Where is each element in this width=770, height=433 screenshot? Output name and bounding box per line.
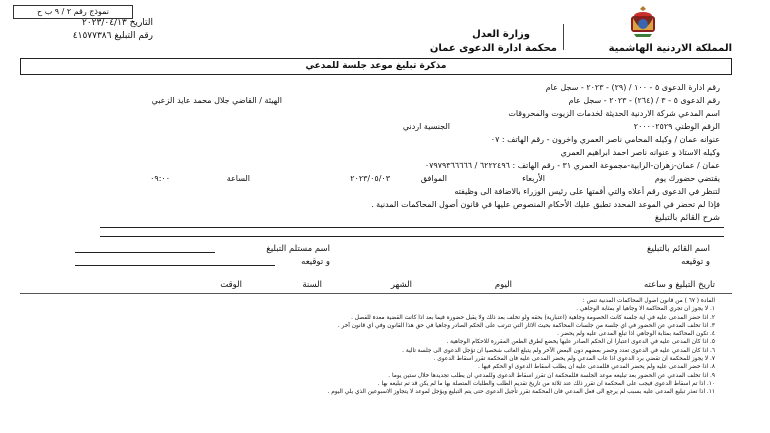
law-article-line: ١٠. اذا تم اسقاط الدعوى فيجب على المحكمة ان تقرر ذلك عند ثلاثة من تاريخ تقديم الطلب والطلبات المتصلة بها ما لم يكن قد تم تبليغه بها . bbox=[377, 380, 715, 387]
case-management-number: رقم ادارة الدعوى ٥ - ١٠٠ / (٢٩) - ٢٠٢٣ - سجل عام bbox=[545, 83, 720, 92]
court-name: محكمة ادارة الدعوى عمان bbox=[429, 43, 557, 54]
notifier-sign-label: و توقيعه bbox=[681, 257, 710, 267]
recipient-sign-label: و توقيعه bbox=[301, 257, 330, 267]
notice-line-2: فإذا لم تحضر في الموعد المحدد تطبق عليك الأحكام المنصوص عليها في قانون أصول المحاكمات المدنية . bbox=[371, 200, 720, 209]
national-number: الرقم الوطني ٢٠٠٠٠٢٥٢٩ bbox=[633, 122, 720, 131]
notice-line-1: لتنظر في الدعوى رقم أعلاه والتي أقمتها على رئيس الوزراء بالاضافة الى وظيفته bbox=[454, 187, 720, 196]
hearing-date-label: الموافق bbox=[420, 174, 447, 183]
recipient-name-label: اسم مستلم التبليغ bbox=[266, 244, 330, 254]
month-label: الشهر bbox=[390, 280, 412, 290]
header-date: التاريخ ٢٠٢٣/٠٤/١٣ bbox=[82, 18, 153, 28]
law-article-block bbox=[50, 297, 715, 397]
law-article-heading: المادة ( ٦٧ ) من قانون اصول المحاكمات المدنية تنص : bbox=[582, 298, 715, 304]
law-article-line: ١. لا يجوز ان تجري المحاكمة الا وجاهيا او بمثابة الوجاهي . bbox=[576, 306, 715, 313]
year-label: السنة bbox=[302, 280, 322, 290]
notifier-explanation-label: شرح القائم بالتبليغ bbox=[654, 213, 720, 223]
case-number: رقم الدعوى ٥ - ٣ / (٢٦٤) - ٢٠٢٣ - سجل عام bbox=[568, 96, 720, 105]
plaintiff-address: عنوانه عمان / وكيله المحامي ناصر العمري واخرون - رقم الهاتف : ٠٧ bbox=[490, 135, 720, 144]
day-label: اليوم bbox=[494, 280, 512, 290]
law-article-line: ٢. اذا حضر المدعى عليه في اية جلسة كانت الخصومة وجاهية (اعتبارية) بحقه ولو تخلف بعد ذلك ولا يقبل حضوره فيما بعد اذا كانت القضية معدة للفصل . bbox=[351, 314, 715, 321]
recipient-sign-line bbox=[75, 265, 275, 266]
hearing-time-label: الساعة bbox=[226, 174, 250, 183]
header-divider bbox=[563, 24, 564, 50]
lawyer-name: وكيله الاستاذ و عنوانه ناصر احمد ابراهيم العمري bbox=[560, 148, 720, 157]
kingdom-name: المملكة الاردنية الهاشمية bbox=[608, 43, 732, 54]
law-article-line: ٧. لا يجوز للمحكمة ان تقضي برد الدعوى اذا غاب المدعي ولم يحضر المدعى عليه فان المحكمة تقرر اسقاط الدعوى . bbox=[433, 356, 715, 363]
law-article-line: ٩. اذا تخلف المدعي عن الحضور بعد تبليغه موعد الجلسة فللمحكمة ان تقرر اسقاط الدعوى وللمدعي ان يطلب تجديدها خلال ستين يوما . bbox=[388, 372, 715, 379]
form-number: نموذج رقم ٢ / ٩ ب ح bbox=[13, 5, 133, 19]
notification-number: رقم التبليغ ٤١٥٧٧٣٨٦ bbox=[72, 31, 153, 41]
hearing-day-label: يقتضي حضورك يوم bbox=[654, 174, 720, 183]
time-label: الوقت bbox=[220, 280, 242, 290]
law-article-line: ٥. اذا كان المدعى عليه في الدعوى اعتبارا ان الحكم الصادر عليها يخضع لطرق الطعن المقررة للاحكام الوجاهية . bbox=[446, 339, 715, 346]
judge-panel: الهيئة / القاضي جلال محمد عايد الزعبي bbox=[151, 96, 282, 105]
notification-datetime-label: تاريخ التبليغ و ساعته bbox=[643, 280, 715, 290]
hearing-time: ٠٩:٠٠ bbox=[150, 174, 170, 183]
hearing-date: ٢٠٢٣/٠٥/٠٣ bbox=[350, 174, 390, 183]
plaintiff-name: اسم المدعي شركة الاردنية الحديثة لخدمات الزيوت والمحروقات bbox=[508, 109, 720, 118]
explanation-line bbox=[100, 227, 724, 228]
law-article-line: ٦. اذا كان المدعي عليه في الدعوى تعدد وحضر بعضهم دون البعض الآخر ولم يتبلغ الغائب شخصيا ان تؤجل الدعوى الى جلسة تالية . bbox=[402, 347, 715, 354]
hearing-day: الأربعاء bbox=[522, 174, 545, 183]
explanation-line bbox=[100, 236, 724, 237]
notifier-name-label: اسم القائم بالتبليغ bbox=[647, 244, 710, 254]
recipient-name-line bbox=[75, 252, 215, 253]
ministry-name: وزارة العدل bbox=[472, 29, 530, 40]
document-title: مذكرة تبليغ موعد جلسة للمدعي bbox=[20, 58, 732, 75]
law-article-line: ٨. اذا حضر المدعى عليه ولم يحضر المدعي فللمدعى عليه ان يطلب اسقاط الدعوى او الحكم فيها . bbox=[478, 364, 715, 371]
law-article-line: ٤. تكون المحاكمة بمثابة الوجاهي اذا تبلغ المدعى عليه ولم يحضر . bbox=[557, 331, 715, 338]
lawyer-address: عمان / عمان-زهران-الرابية-مجموعة العمري ٣١ - رقم الهاتف : ٦٢٢٢٤٩٦ / ٠٧٩٧٩٣٦٦٦٦٦ bbox=[424, 161, 720, 170]
section-divider bbox=[20, 293, 732, 294]
law-article-line: ١١. اذا تعذر تبليغ المدعى عليه بسبب لم يرجع الى فعل المدعي فان المحكمة تقرر تأجيل الدعوى حتى يتم التبليغ ويؤجل لموعد لا يتجاوز الاسبوعين الذي يلي اليوم . bbox=[327, 389, 715, 396]
law-article-line: ٣. اذا تخلف المدعي عن الحضور في اي جلسة من جلسات المحاكمة بحيث الاثار التي تترتب على الحكم الصادر وجاهيا في حق هذا القانون وفي اي قانون آخر . bbox=[337, 322, 715, 329]
nationality: الجنسية اردني bbox=[402, 122, 450, 131]
jordan-coat-of-arms-icon bbox=[626, 4, 660, 40]
